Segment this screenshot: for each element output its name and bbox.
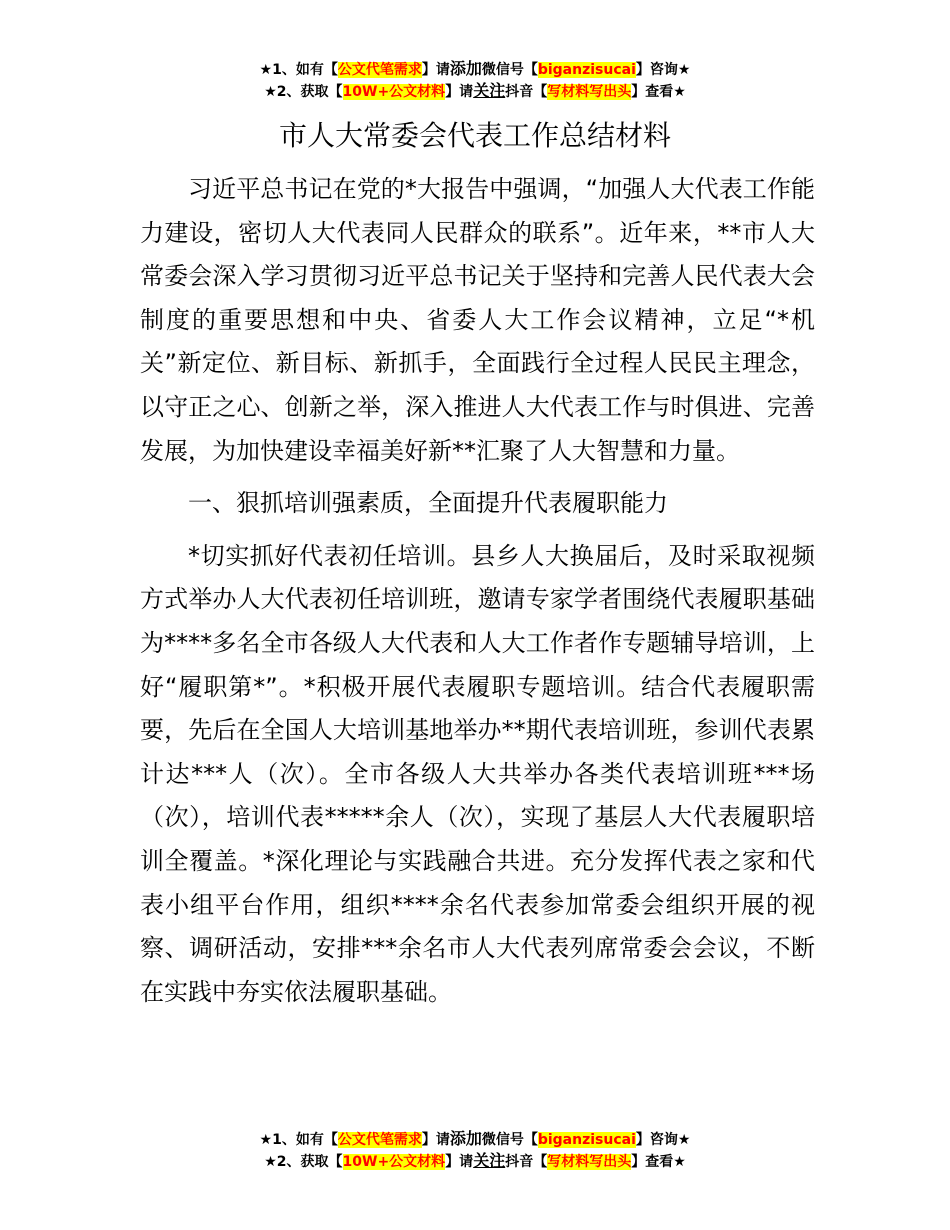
banner-highlight: 公文代笔需求 xyxy=(337,1132,422,1148)
banner-emphasis: 添加 xyxy=(449,59,482,78)
banner-text: ★1、如有【 xyxy=(259,62,338,78)
banner-text: 】咨询★ xyxy=(635,62,691,78)
banner-text: 】请 xyxy=(445,84,474,100)
banner-highlight-wechat: biganzisucai xyxy=(537,62,636,78)
banner-highlight-wechat: biganzisucai xyxy=(537,1132,636,1148)
banner-highlight: 10W+公文材料 xyxy=(342,1154,446,1170)
section-paragraph: *切实抓好代表初任培训。县乡人大换届后，及时采取视频方式举办人大代表初任培训班，邀请专家学者围绕代表履职基础为****多名全市各级人大代表和人大工作者作专题辅导培训，上好“履职第*”。*积极开展代表履职专题培训。结合代表履职需要，先后在全国人大培训基地举办**期代表培训班，参训代表累计达***人（次）。全市各级人大共举办各类代表培训班***场（次），培训代表*****余人（次），实现了基层人大代表履职培训全覆盖。*深化理论与实践融合共进。充分发挥代表之家和代表小组平台作用，组织****余名代表参加常委会组织开展的视察、调研活动，安排***余名市人大代表列席常委会会议，不断在实践中夯实依法履职基础。 xyxy=(140,541,815,1006)
banner-emphasis: 关注 xyxy=(473,81,506,100)
footer-banner xyxy=(0,1128,950,1172)
banner-text: 】查看★ xyxy=(631,1154,686,1170)
banner-text: 】查看★ xyxy=(631,84,686,100)
banner-text: 】请 xyxy=(445,1154,474,1170)
banner-line-2 xyxy=(0,1150,950,1172)
banner-emphasis: 添加 xyxy=(449,1129,482,1148)
banner-text: 抖音【 xyxy=(505,1154,548,1170)
document-title: 市人大常委会代表工作总结材料 xyxy=(278,119,671,152)
banner-emphasis: 关注 xyxy=(473,1151,506,1170)
banner-text: ★2、获取【 xyxy=(264,1154,343,1170)
banner-text: 微信号【 xyxy=(481,1132,538,1148)
banner-highlight: 公文代笔需求 xyxy=(337,62,422,78)
banner-line-2 xyxy=(0,80,950,102)
intro-paragraph: 习近平总书记在党的*大报告中强调，“加强人大代表工作能力建设，密切人大代表同人民群众的联系”。近年来，**市人大常委会深入学习贯彻习近平总书记关于坚持和完善人民代表大会制度的重要思想和中央、省委人大工作会议精神，立足“*机关”新定位、新目标、新抓手，全面践行全过程人民民主理念，以守正之心、创新之举，深入推进人大代表工作与时俱进、完善发展，为加快建设幸福美好新**汇聚了人大智慧和力量。 xyxy=(140,175,815,465)
banner-text: ★1、如有【 xyxy=(259,1132,338,1148)
banner-text: ★2、获取【 xyxy=(264,84,343,100)
banner-text: 抖音【 xyxy=(505,84,548,100)
banner-text: 微信号【 xyxy=(481,62,538,78)
section-heading: 一、狠抓培训强素质，全面提升代表履职能力 xyxy=(188,489,668,518)
banner-line-1 xyxy=(0,1128,950,1150)
banner-text: 】请 xyxy=(421,62,450,78)
banner-highlight-douyin: 写材料写出头 xyxy=(547,84,632,100)
banner-text: 】请 xyxy=(421,1132,450,1148)
header-banner xyxy=(0,58,950,102)
banner-text: 】咨询★ xyxy=(635,1132,691,1148)
banner-highlight-douyin: 写材料写出头 xyxy=(547,1154,632,1170)
banner-highlight: 10W+公文材料 xyxy=(342,84,446,100)
document-body xyxy=(140,168,815,1014)
banner-line-1 xyxy=(0,58,950,80)
